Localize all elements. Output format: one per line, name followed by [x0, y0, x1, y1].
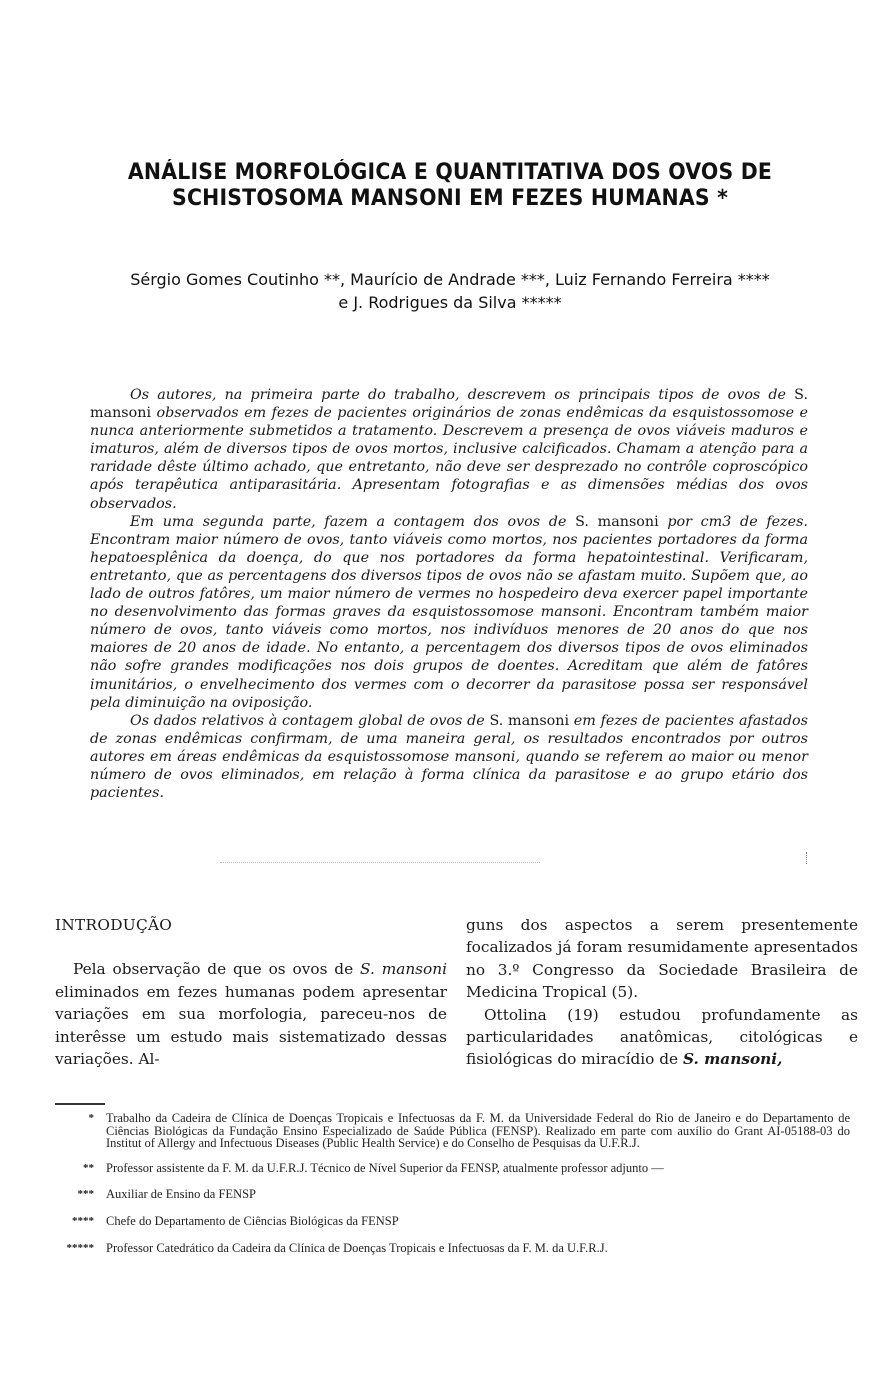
body-paragraph: guns dos aspectos a serem presentemente focalizados já foram resumidamente apresentados no 3.º Congresso da Sociedade Brasileira de Medicina Tropical (5). [466, 916, 858, 1002]
footnote-text: Professor Catedrático da Cadeira da Clínica de Doenças Tropicais e Infectuosas da F. M. da U.F.R.J. [106, 1240, 608, 1255]
footnote [50, 1215, 850, 1228]
abstract-paragraph-1 [90, 386, 808, 513]
body-paragraph [466, 1004, 858, 1071]
abstract-paragraph-3 [90, 712, 808, 802]
abstract-text: Em uma segunda parte, fazem a contagem dos ovos de [130, 513, 576, 530]
species-name: S. mansoni [575, 513, 659, 530]
body-text: Pela observação de que os ovos de [73, 960, 361, 979]
footnote-rule [55, 1103, 105, 1105]
footnote [50, 1242, 850, 1255]
section-heading-introduction: INTRODUÇÃO [55, 916, 173, 934]
abstract [90, 386, 808, 802]
separator-rule [220, 862, 540, 863]
margin-mark [806, 852, 808, 864]
footnote-mark: **** [72, 1214, 94, 1227]
abstract-text: por cm3 de fezes. Encontram maior número de ovos, tanto viáveis como mortos, nos pacientes portadores da forma hepatoesplênica da doença, do que nos portadores da forma hepatointestinal. Verificaram, entretanto, que as percentagens dos diversos tipos de ovos não se afastam muito. Supõem que, ao lado de outros fatôres, um maior número de vermes no hospedeiro deva exercer papel importante no desenvolvimento das formas graves da esquistossomose mansoni. Encontram também maior número de ovos, tanto viáveis como mortos, nos indivíduos menores de 20 anos do que nos maiores de 20 anos de idade. No entanto, a percentagem dos diversos tipos de ovos eliminados não sofre grandes modificações nos dois grupos de doentes. Acreditam que além de fatôres imunitários, o envelhecimento dos vermes com o decorrer da parasitose possa ser responsável pela diminuição na oviposição. [90, 513, 808, 711]
paper-title [69, 160, 832, 212]
body-column-left [55, 914, 447, 1070]
footnote [50, 1162, 850, 1175]
footnotes [50, 1112, 850, 1268]
abstract-text: Os autores, na primeira parte do trabalho, descrevem os principais tipos de ovos de [130, 387, 795, 403]
body-paragraph [55, 958, 447, 1070]
title-line-1: ANÁLISE MORFOLÓGICA E QUANTITATIVA DOS OVOS DE [127, 160, 773, 185]
footnote-text: Chefe do Departamento de Ciências Biológicas da FENSP [106, 1213, 399, 1228]
footnote-mark: *** [77, 1188, 94, 1201]
abstract-text: em fezes de pacientes afastados de zonas endêmicas confirmam, de uma maneira geral, os resultados encontrados por outros autores em áreas endêmicas da esquistossomose mansoni, quando se referem ao maior ou menor número de ovos eliminados, em relação à forma clínica da parasitose e ao grupo etário dos pacientes. [90, 712, 808, 802]
authors-line-1: Sérgio Gomes Coutinho **, Maurício de Andrade ***, Luiz Fernando Ferreira **** [130, 270, 770, 289]
footnote-mark: * [88, 1112, 94, 1124]
footnote-mark: ***** [66, 1241, 94, 1254]
authors-line-2: e J. Rodrigues da Silva ***** [338, 293, 562, 312]
body-text: Ottolina (19) estudou profundamente as particularidades anatômicas, citológicas e fisiológicas do miracídio de [466, 1005, 858, 1069]
body-column-right [466, 914, 858, 1071]
species-name: S. mansoni [489, 712, 570, 729]
abstract-paragraph-2 [90, 513, 808, 712]
author-list [30, 268, 870, 314]
abstract-text: observados em fezes de pacientes originários de zonas endêmicas da esquistossomose e nunca anteriormente submetidos a tratamento. Descrevem a presença de ovos viáveis maduros e imaturos, além de diversos tipos de ovos mortos, inclusive calcificados. Chamam a atenção para a raridade dêste último achado, que entretanto, não deve ser desprezado no contrôle coproscópico após terapêutica antiparasitária. Apresentam fotografias e as dimensões médias dos ovos observados. [90, 405, 808, 512]
species-name: S. mansoni, [682, 1050, 783, 1069]
footnote-text: Trabalho da Cadeira de Clínica de Doenças Tropicais e Infectuosas da F. M. da Universidade Federal do Rio de Janeiro e do Departamento de Ciências Biológicas da Fundação Ensino Especializado de Saúde Pública (FENSP). Realizado em parte com auxílio do Grant AI-05188-03 do Institut of Allergy and Infectuous Diseases (Public Health Service) e do Conselho de Pesquisas da U.F.R.J. [106, 1111, 850, 1151]
footnote-mark: ** [83, 1161, 94, 1174]
title-line-2: SCHISTOSOMA MANSONI EM FEZES HUMANAS * [172, 186, 728, 211]
species-name: S. mansoni [360, 960, 447, 979]
abstract-text: Os dados relativos à contagem global de ovos de [130, 712, 490, 729]
footnote-text: Professor assistente da F. M. da U.F.R.J. Técnico de Nível Superior da FENSP, atualmente professor adjunto — [106, 1160, 664, 1175]
footnote [50, 1188, 850, 1201]
body-text: eliminados em fezes humanas podem apresentar variações em sua morfologia, pareceu-nos de interêsse um estudo mais sistematizado dessas variações. Al- [55, 982, 447, 1069]
footnote [50, 1112, 850, 1150]
species-name: S. mansoni [90, 387, 808, 422]
footnote-text: Auxiliar de Ensino da FENSP [106, 1187, 256, 1202]
